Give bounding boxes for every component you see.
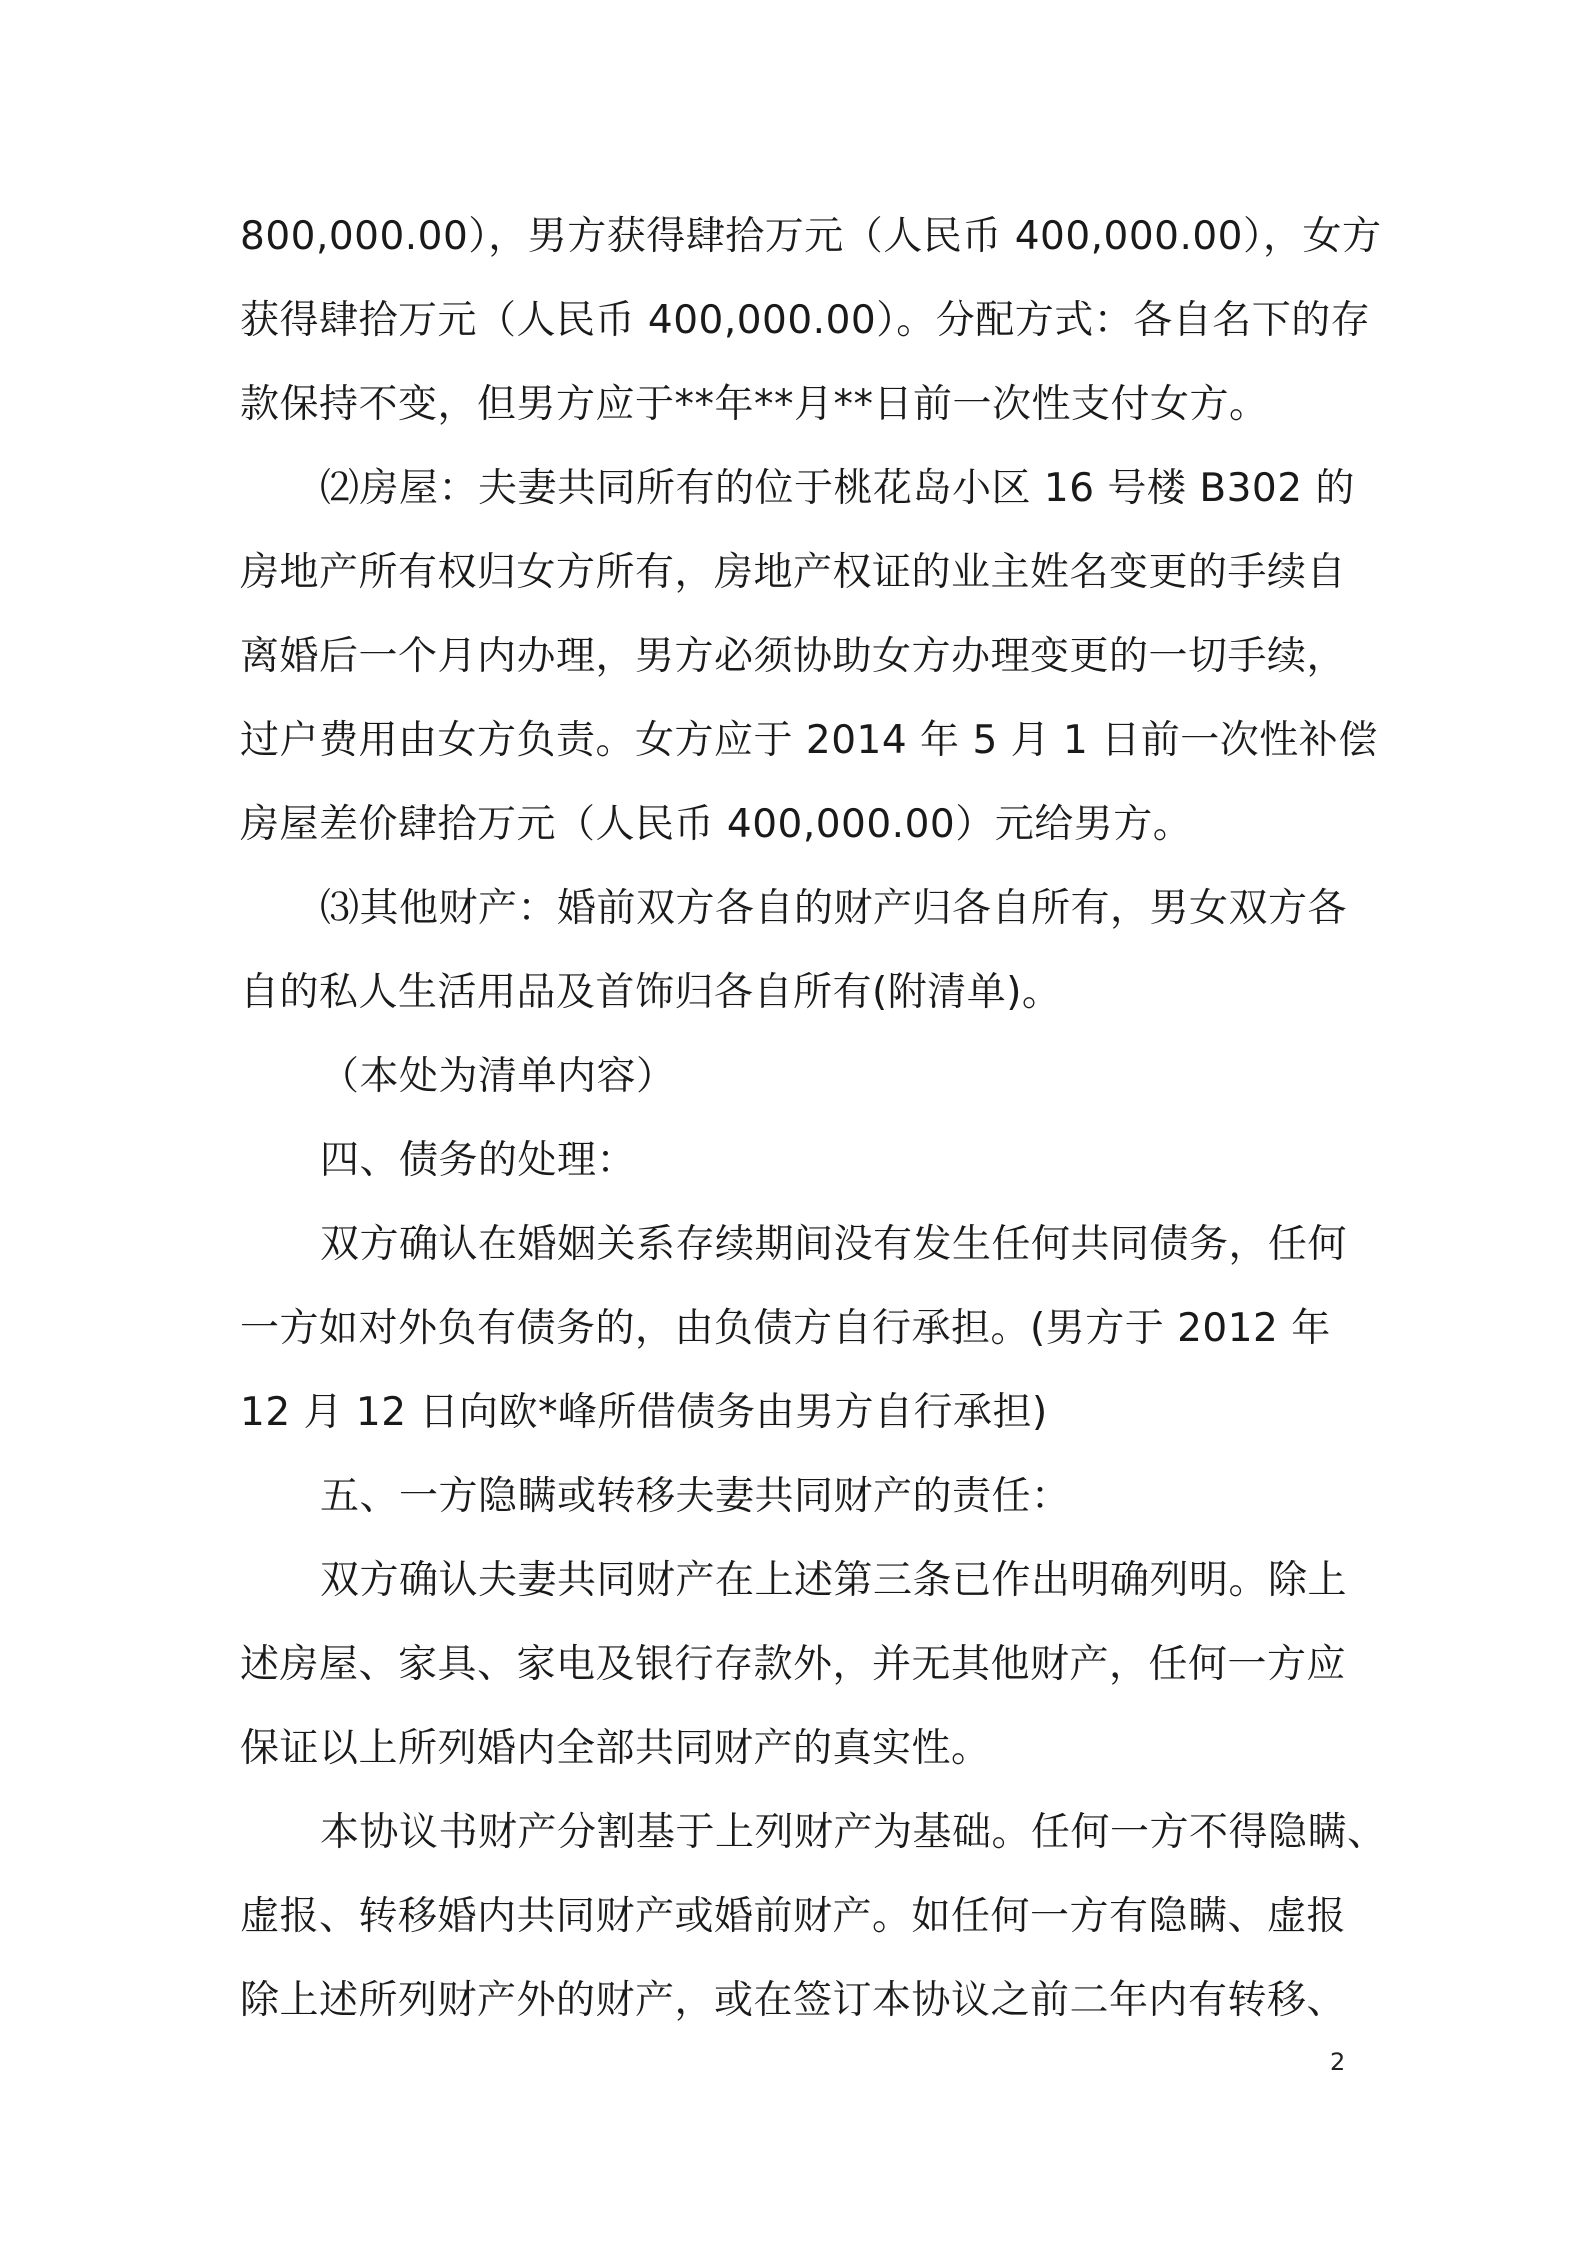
section-heading: 四、债务的处理： [320, 1138, 637, 1183]
text-line: 双方确认在婚姻关系存续期间没有发生任何共同债务，任何 [320, 1222, 1348, 1267]
text-line: 除上述所列财产外的财产，或在签订本协议之前二年内有转移、 [240, 1978, 1347, 2023]
text-line: 保证以上所列婚内全部共同财产的真实性。 [240, 1726, 991, 1771]
text-line: 房屋差价肆拾万元（人民币 400,000.00）元给男方。 [240, 802, 1193, 847]
text-line: （本处为清单内容） [320, 1054, 676, 1099]
text-line: 自的私人生活用品及首饰归各自所有(附清单)。 [240, 970, 1062, 1015]
text-line: ⑶其他财产：婚前双方各自的财产归各自所有，男女双方各 [320, 886, 1348, 931]
text-line: 本协议书财产分割基于上列财产为基础。任何一方不得隐瞒、 [320, 1810, 1387, 1855]
text-line: 一方如对外负有债务的，由负债方自行承担。(男方于 2012 年 [240, 1306, 1331, 1351]
text-line: 房地产所有权归女方所有，房地产权证的业主姓名变更的手续自 [240, 550, 1347, 595]
text-line: 双方确认夫妻共同财产在上述第三条已作出明确列明。除上 [320, 1558, 1348, 1603]
text-line: 800,000.00），男方获得肆拾万元（人民币 400,000.00），女方 [240, 214, 1382, 259]
text-line: 12 月 12 日向欧*峰所借债务由男方自行承担) [240, 1390, 1048, 1435]
text-line: ⑵房屋：夫妻共同所有的位于桃花岛小区 16 号楼 B302 的 [320, 466, 1355, 511]
body-text [240, 195, 1387, 2043]
text-line: 述房屋、家具、家电及银行存款外，并无其他财产，任何一方应 [240, 1642, 1347, 1687]
page-number: 2 [1330, 2048, 1346, 2076]
text-line: 离婚后一个月内办理，男方必须协助女方办理变更的一切手续， [240, 634, 1347, 679]
text-line: 款保持不变，但男方应于**年**月**日前一次性支付女方。 [240, 382, 1269, 427]
text-line: 过户费用由女方负责。女方应于 2014 年 5 月 1 日前一次性补偿 [240, 718, 1378, 763]
text-line: 获得肆拾万元（人民币 400,000.00）。分配方式：各自名下的存 [240, 298, 1371, 343]
text-line: 虚报、转移婚内共同财产或婚前财产。如任何一方有隐瞒、虚报 [240, 1894, 1347, 1939]
section-heading: 五、一方隐瞒或转移夫妻共同财产的责任： [320, 1474, 1071, 1519]
